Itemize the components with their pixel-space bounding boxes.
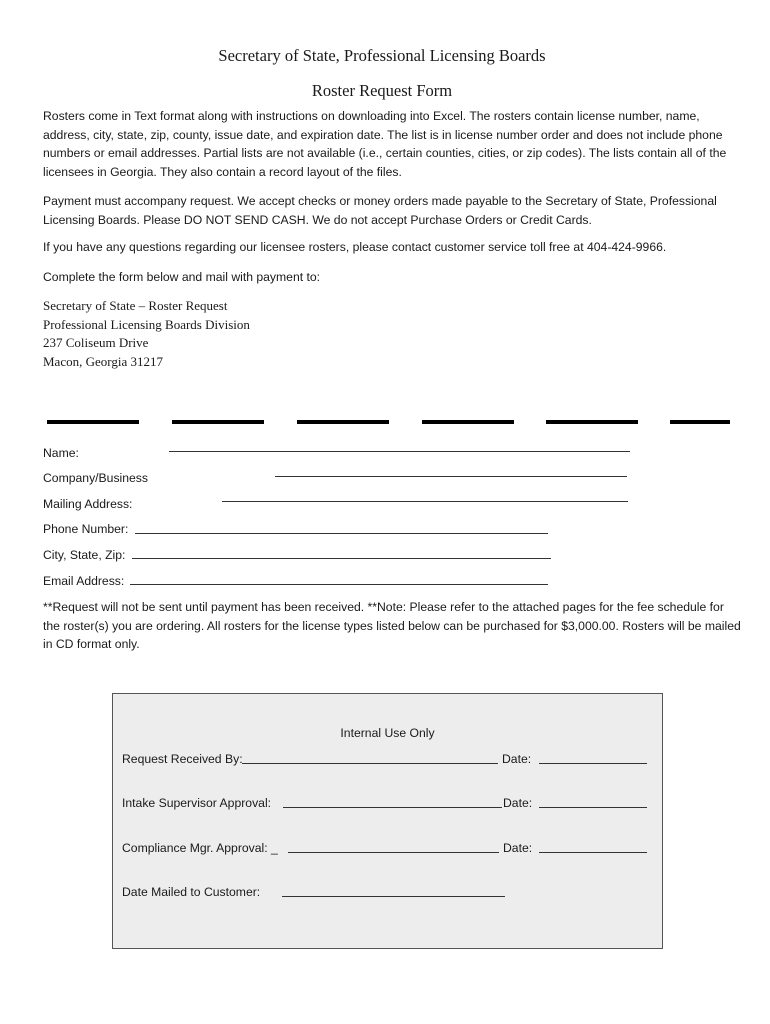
company-label: Company/Business [43,471,148,485]
separator-dash [422,420,514,424]
questions-paragraph: If you have any questions regarding our licensee rosters, please contact customer service toll free at 404-424-9966. [43,240,667,254]
form-subtitle: Roster Request Form [311,81,453,100]
company-field[interactable] [275,476,627,477]
separator-dash [297,420,389,424]
compliance-date-label: Date: [503,841,533,855]
city-state-zip-field[interactable] [132,558,551,559]
city-state-zip-label: City, State, Zip: [43,548,126,562]
email-label: Email Address: [43,574,125,588]
received-date-label: Date: [502,752,532,766]
address-line-4: Macon, Georgia 31217 [43,353,163,369]
mailing-address-label: Mailing Address: [43,497,133,511]
address-line-1: Secretary of State – Roster Request [43,298,228,313]
request-received-label: Request Received By: [122,752,243,766]
date-mailed-field[interactable] [282,896,505,897]
intake-approval-field[interactable] [283,807,502,808]
received-date-field[interactable] [539,763,647,764]
request-received-field[interactable] [242,763,498,764]
separator-dash [47,420,139,424]
separator-dash [546,420,638,424]
mailing-address-field[interactable] [222,501,628,502]
intake-date-field[interactable] [539,807,647,808]
instruction-paragraph: Complete the form below and mail with payment to: [43,270,321,284]
intake-date-label: Date: [503,796,533,810]
compliance-approval-field[interactable] [288,852,499,853]
name-field[interactable] [169,451,630,452]
intro-paragraph: Rosters come in Text format along with instructions on downloading into Excel. The rosters contain license number, name, address, city, state, zip, county, issue date, and expiration date. The list is in license number order and does not include phone numbers or email addresses. Partial lists are not available (i.e., certain counties, cities, or zip codes). The lists contain all of the licensees in Georgia. They also contain a record layout of the files. [43,109,727,179]
name-label: Name: [43,446,79,460]
form-title: Secretary of State, Professional Licensing Boards [218,46,546,65]
payment-paragraph: Payment must accompany request. We accept checks or money orders made payable to the Secretary of State, Professional Licensing Boards. Please DO NOT SEND CASH. We do not accept Purchase Orders or Credit Cards. [43,194,717,227]
internal-use-title: Internal Use Only [340,726,435,740]
payment-note: **Request will not be sent until payment has been received. **Note: Please refer to the attached pages for the fee schedule for the roster(s) you are ordering. All rosters for the license types listed below can be purchased for $3,000.00. Rosters will be mailed in CD format only. [43,600,741,651]
separator-dash [172,420,264,424]
phone-field[interactable] [135,533,548,534]
address-line-3: 237 Coliseum Drive [43,335,149,351]
compliance-date-field[interactable] [539,852,647,853]
compliance-approval-label: Compliance Mgr. Approval: _ [122,841,278,855]
mailing-address-block [43,297,250,371]
date-mailed-label: Date Mailed to Customer: [122,885,261,899]
address-line-2: Professional Licensing Boards Division [43,316,250,332]
separator-dash [670,420,730,424]
phone-label: Phone Number: [43,522,129,536]
email-field[interactable] [130,584,548,585]
intake-approval-label: Intake Supervisor Approval: [122,796,272,810]
